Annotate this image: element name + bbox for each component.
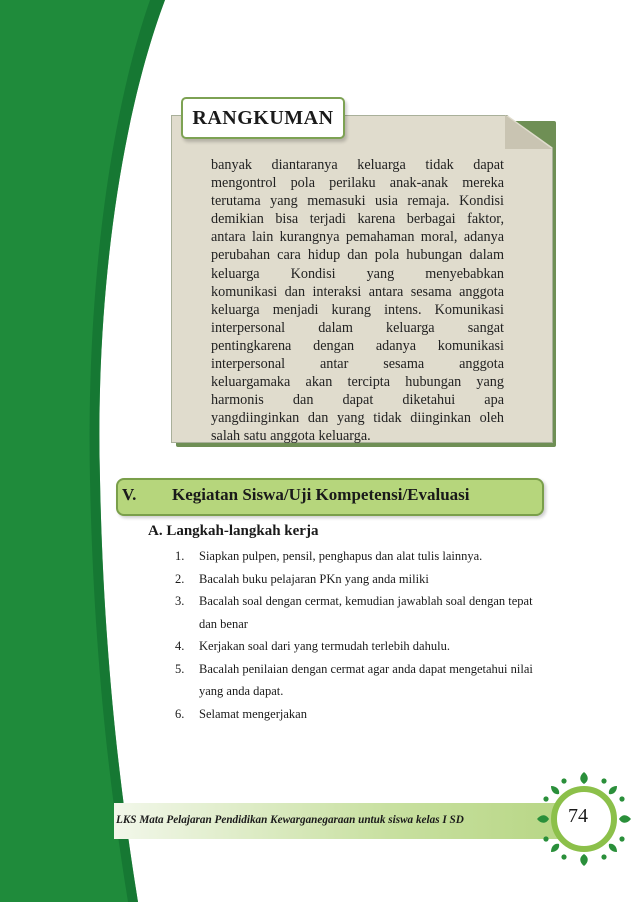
summary-line: antara lain kurangnya pemahaman moral, adanya [211, 229, 504, 246]
summary-line: mengontrol pola perilaku anak-anak mereka [211, 175, 504, 192]
step-number: 5. [175, 661, 185, 676]
summary-title: RANGKUMAN [181, 97, 345, 139]
step-number: 1. [175, 549, 185, 563]
step-text: yang anda dapat. [199, 684, 284, 698]
step-number: 4. [175, 639, 185, 653]
step-text: Bacalah soal dengan cermat, kemudian jawablah soal dengan tepat [199, 594, 533, 608]
subsection-heading: A. Langkah-langkah kerja [148, 523, 319, 539]
step-text: Bacalah buku pelajaran PKn yang anda miliki [199, 571, 429, 586]
summary-line: demikian bisa terjadi karena berbagai faktor, [211, 211, 504, 228]
step-text: dan benar [199, 616, 248, 631]
summary-line: yangdiinginkan dan yang tidak diinginkan oleh [211, 410, 504, 427]
summary-line: keluarga Kondisi yang menyebabkan [211, 265, 504, 282]
summary-line: terutama yang memasuki usia remaja. Kondisi [211, 193, 504, 210]
step-text: Bacalah penilaian dengan cermat agar anda dapat mengetahui nilai [199, 661, 533, 676]
summary-line: komunikasi dan interaksi antara sesama anggota [211, 283, 504, 300]
footer-text: LKS Mata Pelajaran Pendidikan Kewarganegaraan untuk siswa kelas I SD [116, 814, 464, 826]
section-title: Kegiatan Siswa/Uji Kompetensi/Evaluasi [172, 485, 470, 504]
summary-line: interpersonal dalam keluarga sangat [211, 319, 504, 336]
step-text: Siapkan pulpen, pensil, penghapus dan alat tulis lainnya. [199, 549, 483, 563]
summary-line: keluargamaka akan tercipta hubungan yang [211, 374, 504, 391]
step-text: Selamat mengerjakan [199, 706, 307, 721]
summary-line: salah satu anggota keluarga. [211, 428, 371, 445]
step-number: 6. [175, 706, 185, 721]
summary-line: interpersonal antar sesama anggota [211, 356, 504, 373]
step-number: 2. [175, 571, 185, 586]
section-number: V. [122, 485, 137, 504]
summary-line: keluarga menjadi kurang intens. Komunikasi [211, 301, 504, 318]
page-number: 74 [568, 805, 588, 827]
left-green-band [0, 0, 165, 902]
summary-line: harmonis dan dapat diketahui apa [211, 392, 504, 409]
summary-line: perubahan cara hidup dan pola hubungan dalam [211, 247, 504, 264]
step-number: 3. [175, 594, 185, 608]
summary-line: banyak diantaranya keluarga tidak dapat [211, 157, 504, 173]
step-text: Kerjakan soal dari yang termudah terlebih dahulu. [199, 639, 450, 653]
summary-line: pentingkarena dengan adanya komunikasi [211, 337, 504, 354]
summary-paragraph [211, 156, 504, 446]
